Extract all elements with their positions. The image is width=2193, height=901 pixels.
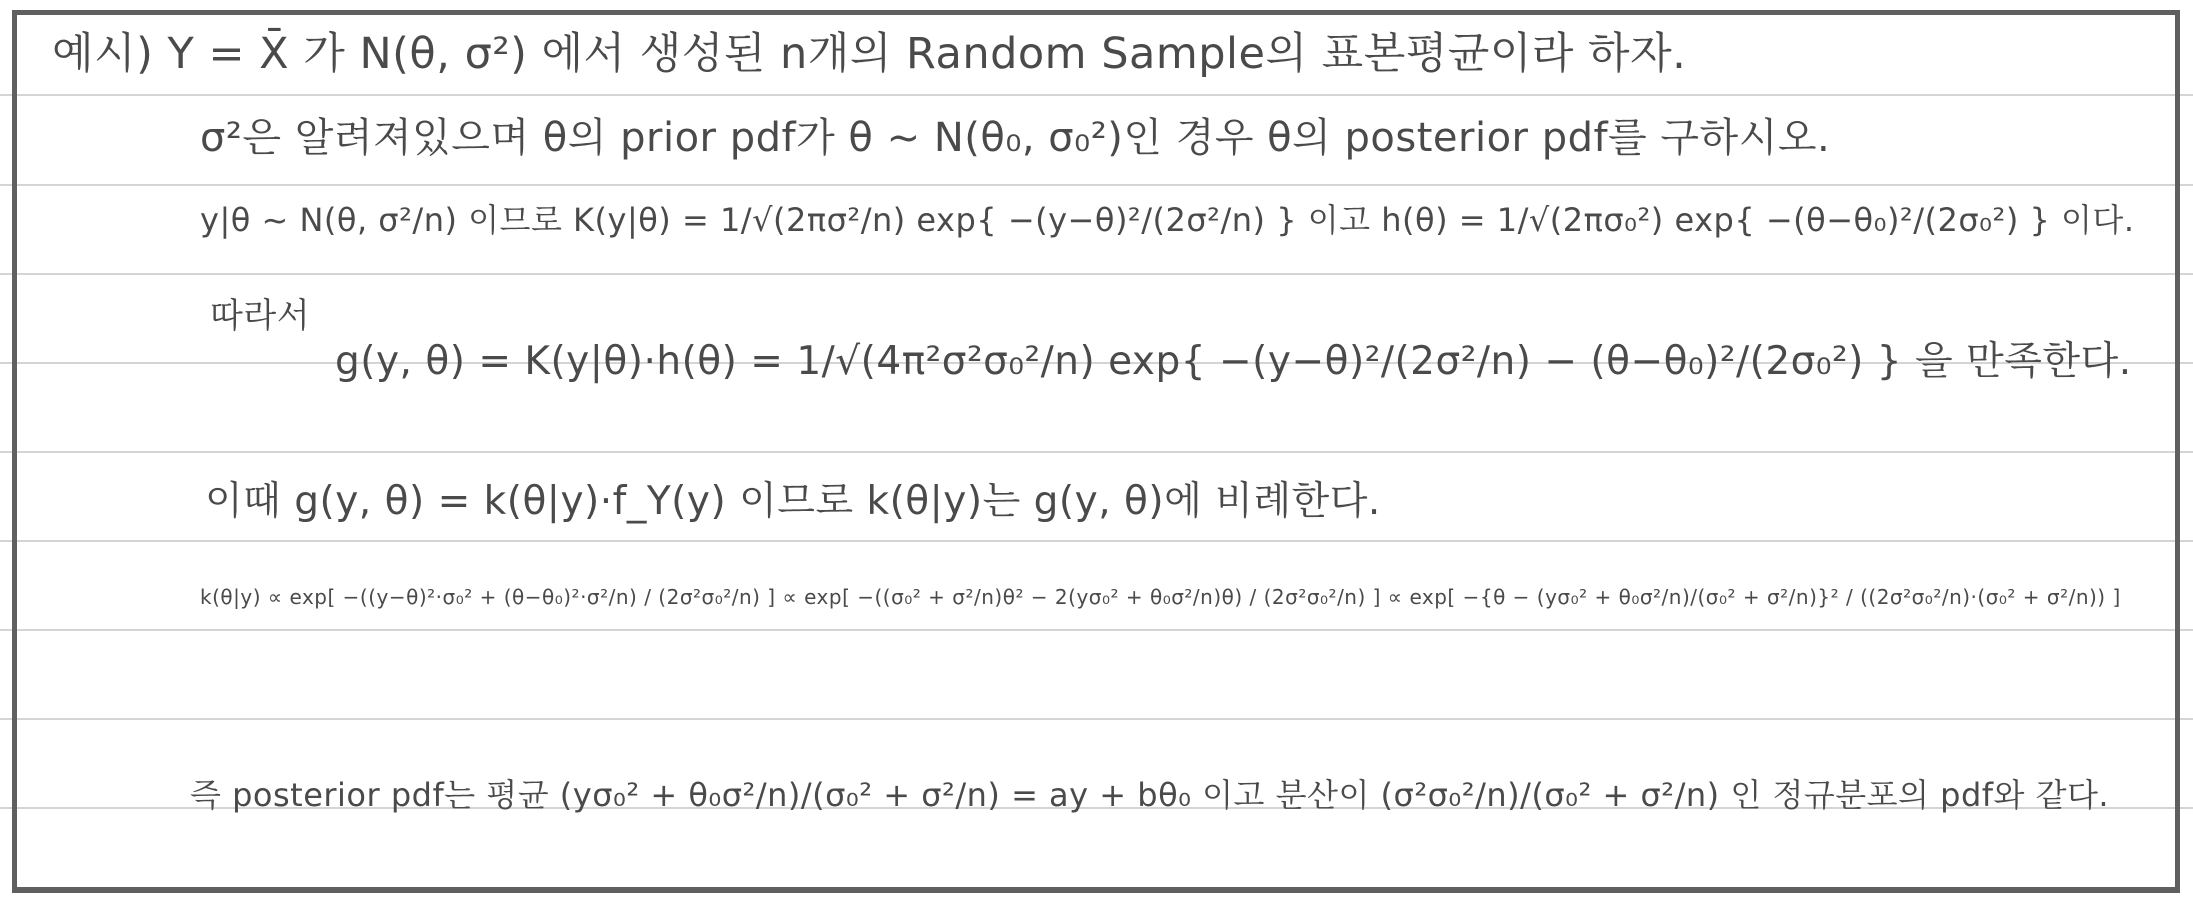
joint-pdf-equation: g(y, θ) = K(y|θ)·h(θ) = 1/√(4π²σ²σ₀²/n) exp{ −(y−θ)²/(2σ²/n) − (θ−θ₀)²/(2σ₀²) } 을 만족한다. (335, 339, 2132, 384)
example-statement: 예시) Y = X̄ 가 N(θ, σ²) 에서 생성된 n개의 Random Sample의 표본평균이라 하자. (52, 29, 1687, 79)
problem-question: σ²은 알려져있으며 θ의 prior pdf가 θ ~ N(θ₀, σ₀²)인 경우 θ의 posterior pdf를 구하시오. (200, 115, 1831, 161)
likelihood-and-prior: y|θ ~ N(θ, σ²/n) 이므로 K(y|θ) = 1/√(2πσ²/n) exp{ −(y−θ)²/(2σ²/n) } 이고 h(θ) = 1/√(2πσ₀²) exp{ −(θ−θ₀)²/(2σ₀²) } 이다. (200, 201, 2135, 239)
posterior-derivation: k(θ|y) ∝ exp[ −((y−θ)²·σ₀² + (θ−θ₀)²·σ²/n) / (2σ²σ₀²/n) ] ∝ exp[ −((σ₀² + σ²/n)θ² − 2(yσ₀² + θ₀σ²/n)θ) / (2σ²σ₀²/n) ] ∝ exp[ −{θ − (yσ₀² + θ₀σ²/n)/(σ₀² + σ²/n)}² / ((2σ²σ₀²/n)·(σ₀² + σ²/n)) ] (200, 585, 2121, 609)
therefore-label: 따라서 (210, 296, 311, 336)
proportionality-statement: 이때 g(y, θ) = k(θ|y)·f_Y(y) 이므로 k(θ|y)는 g(y, θ)에 비례한다. (205, 479, 1381, 524)
posterior-conclusion: 즉 posterior pdf는 평균 (yσ₀² + θ₀σ²/n)/(σ₀² + σ²/n) = ay + bθ₀ 이고 분산이 (σ²σ₀²/n)/(σ₀² + σ²/n) 인 정규분포의 pdf와 같다. (190, 776, 2110, 814)
